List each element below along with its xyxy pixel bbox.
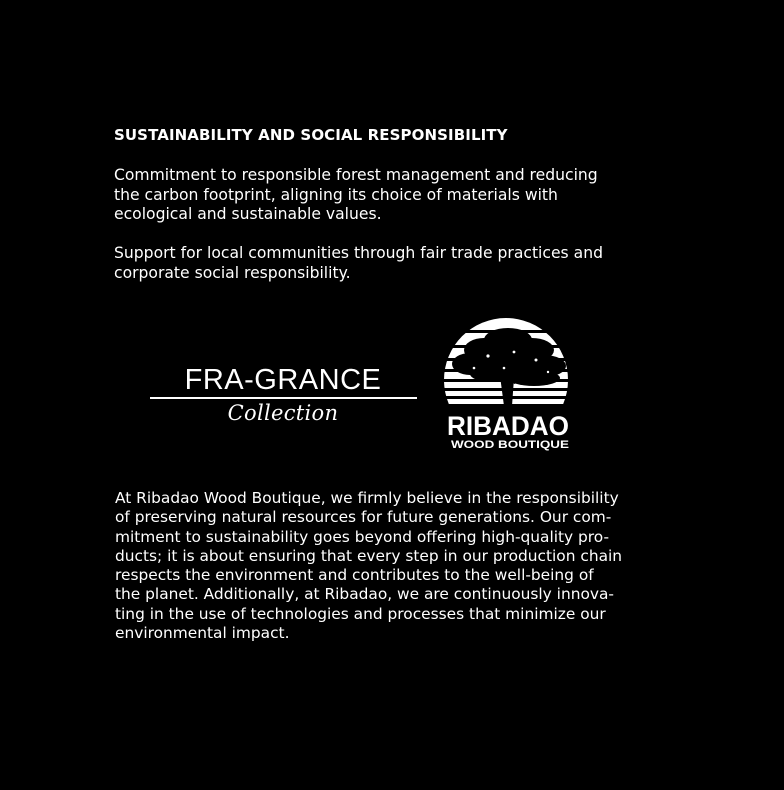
paragraph-line: ecological and sustainable values. [114,205,382,223]
paragraph-line: respects the environment and contributes to the well-being of [115,566,594,585]
section-heading: SUSTAINABILITY AND SOCIAL RESPONSIBILITY [114,126,508,144]
fragrance-logo-rule [150,397,417,399]
responsibility-paragraph [115,489,622,643]
paragraph-line: corporate social responsibility. [114,263,351,282]
paragraph-line: the carbon footprint, aligning its choice of materials with [114,185,558,204]
tree-icon [444,316,576,452]
community-support-paragraph [114,244,603,283]
ribadao-logo [444,316,576,452]
fragrance-logo-title: FRA-GRANCE [184,364,382,396]
ribadao-logo-name: RIBADAO [447,411,569,441]
paragraph-line: the planet. Additionally, at Ribadao, we are continuously innova- [115,585,614,604]
fragrance-collection-logo [148,362,418,434]
paragraph-line: of preserving natural resources for future generations. Our com- [115,508,612,527]
paragraph-line: mitment to sustainability goes beyond offering high-quality pro- [115,527,610,546]
ribadao-logo-tagline: WOOD BOUTIQUE [451,439,569,451]
forest-commitment-paragraph [114,166,598,225]
fragrance-logo-subtitle: Collection [227,401,339,425]
paragraph-line: Commitment to responsible forest management and reducing [114,166,598,184]
paragraph-line: ting in the use of technologies and processes that minimize our [115,604,606,623]
paragraph-line: environmental impact. [115,624,290,643]
paragraph-line: ducts; it is about ensuring that every step in our production chain [115,546,623,565]
paragraph-line: At Ribadao Wood Boutique, we firmly believe in the responsibility [115,489,619,507]
paragraph-line: Support for local communities through fair trade practices and [114,244,603,262]
